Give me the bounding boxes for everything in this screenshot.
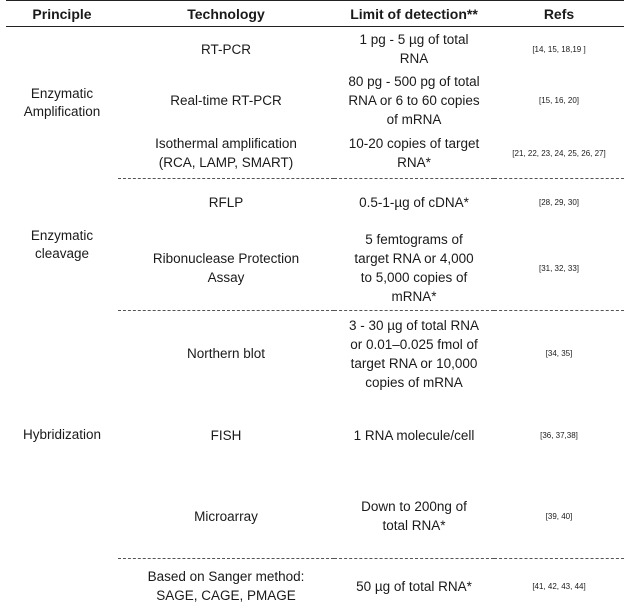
principle-cell [6,559,118,614]
refs-cell: [39, 40] [494,475,624,559]
header-row [6,1,624,27]
technology-cell: Northern blot [186,346,266,362]
table-row [6,27,624,72]
table-row [6,559,624,614]
principle-cell: Enzymatic Amplification [23,85,101,119]
principle-cell: Hybridization [22,426,102,442]
technology-cell: FISH [210,428,242,443]
refs-cell: [21, 22, 23, 24, 25, 26, 27] [494,129,624,179]
header-refs: Refs [494,1,624,27]
header-principle: Principle [6,1,118,27]
limit-of-detection-cell: 10-20 copies of target RNA* [334,129,494,179]
limit-of-detection-cell: 50 µg of total RNA* [356,578,472,594]
header-limit-of-detection: Limit of detection** [334,1,494,27]
table-header [6,1,624,27]
refs-cell: [31, 32, 33] [494,227,624,311]
refs-cell: [41, 42, 43, 44] [532,581,586,591]
refs-cell: [36, 37,38] [540,431,578,440]
technology-cell: Microarray [118,475,334,559]
technology-cell: Real-time RT-PCR [170,92,282,108]
limit-of-detection-cell: 3 - 30 µg of total RNA or 0.01–0.025 fmol of target RNA or 10,000 copies of mRNA [348,317,480,390]
rna-detection-table [6,0,624,614]
limit-of-detection-cell: 5 femtograms of target RNA or 4,000 to 5,000 copies of mRNA* [334,227,494,311]
table-row [6,179,624,227]
limit-of-detection-cell: 0.5-1-µg of cDNA* [359,195,469,211]
technology-cell: Ribonuclease Protection Assay [118,227,334,311]
technology-cell: Isothermal amplification (RCA, LAMP, SMART) [118,129,334,179]
refs-cell: [28, 29, 30] [538,198,580,208]
limit-of-detection-cell: 1 RNA molecule/cell [353,428,475,443]
refs-cell: [15, 16, 20] [538,95,580,105]
principle-cell: Enzymatic cleavage [30,227,94,261]
refs-cell: [34, 35] [545,349,573,359]
limit-of-detection-cell: 80 pg - 500 pg of total RNA or 6 to 60 copies of mRNA [348,73,480,127]
technology-cell: RT-PCR [200,41,251,57]
refs-cell: [14, 15, 18,19 ] [532,44,586,54]
header-technology: Technology [118,1,334,27]
table-row [6,311,624,397]
table-body [6,27,624,614]
limit-of-detection-cell: Down to 200ng of total RNA* [334,475,494,559]
technology-cell: RFLP [208,195,244,211]
limit-of-detection-cell: 1 pg - 5 µg of total RNA [359,32,469,67]
technology-cell: Based on Sanger method: SAGE, CAGE, PMAGE [147,569,305,604]
